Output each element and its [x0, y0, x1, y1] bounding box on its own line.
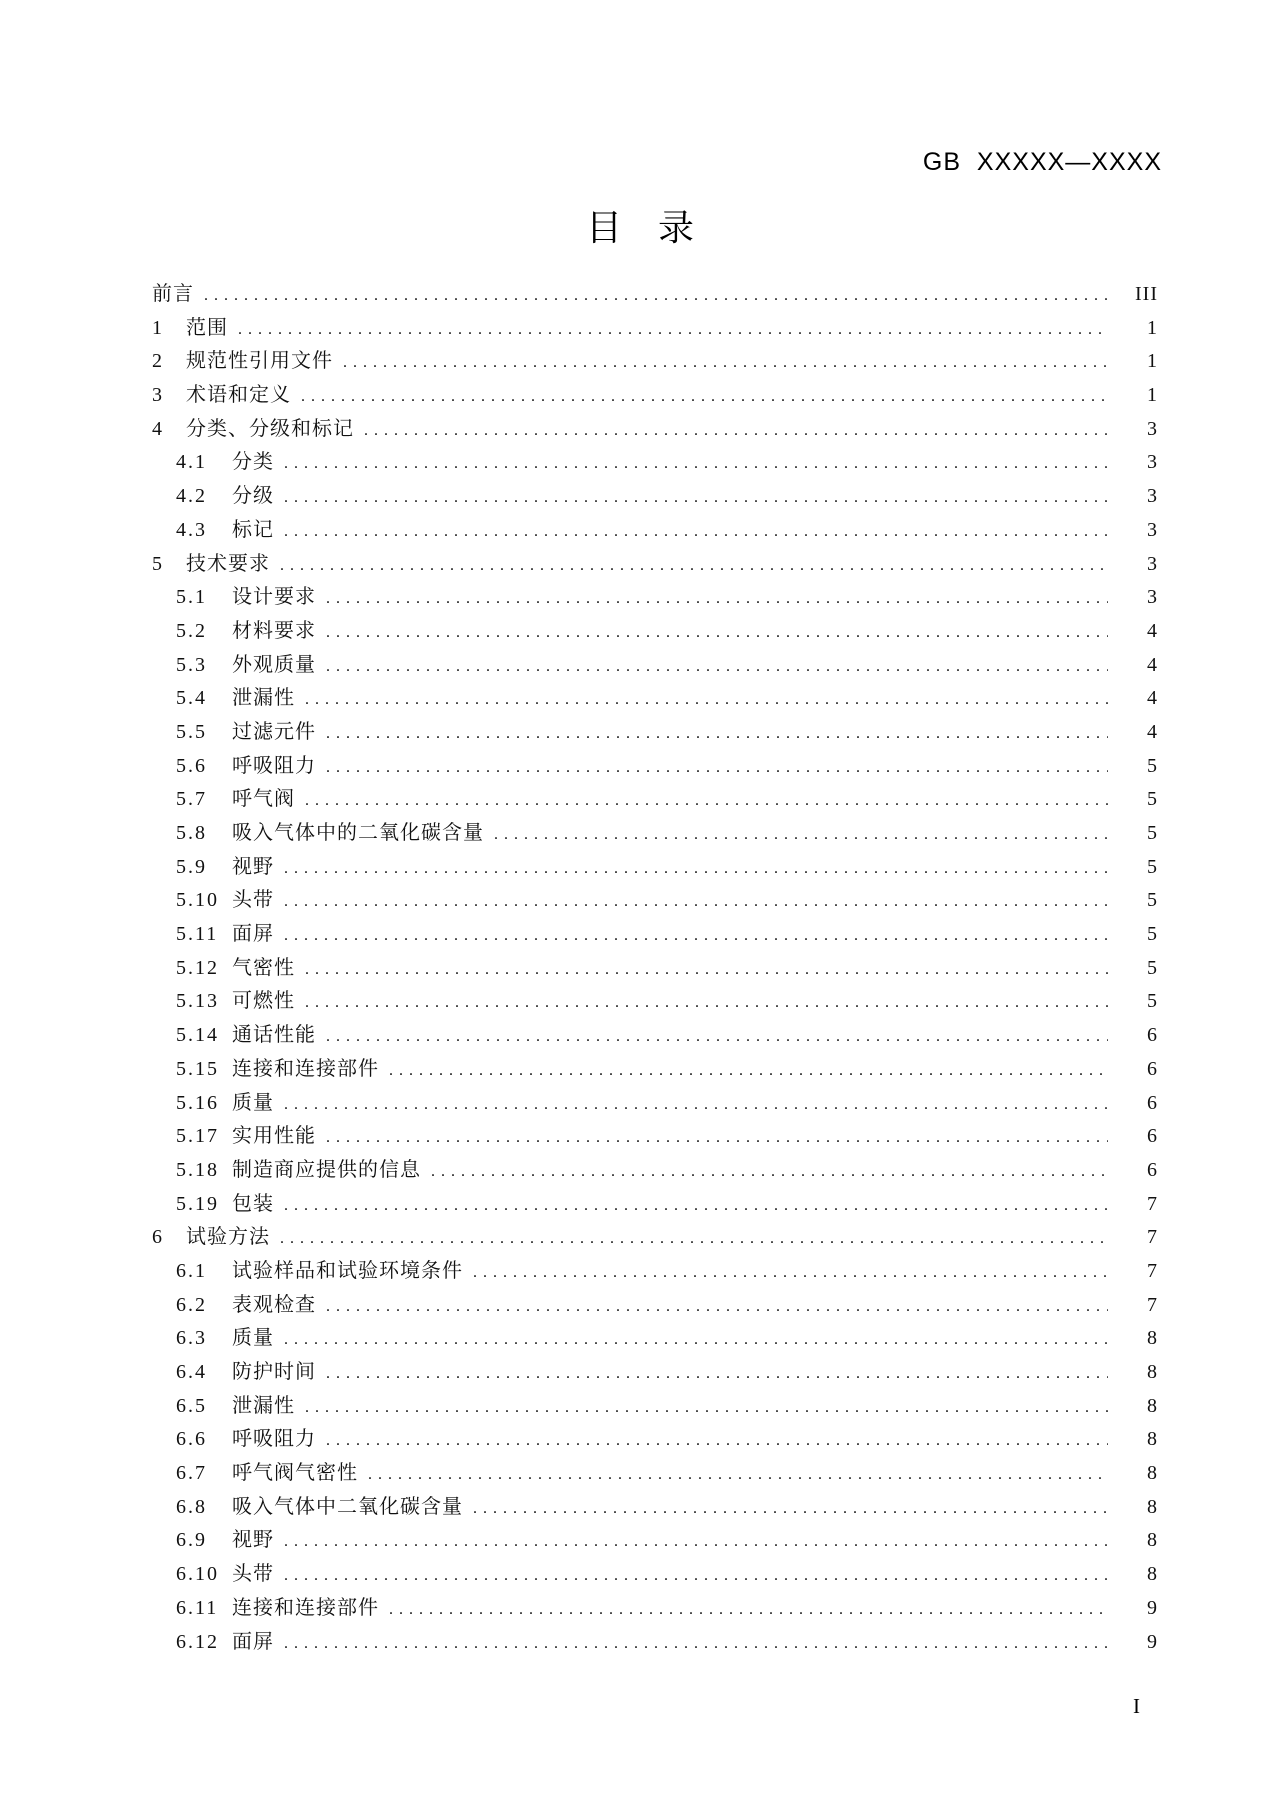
toc-dotted-leader: [284, 884, 1108, 919]
toc-entry-page: 7: [1147, 1226, 1158, 1249]
toc-entry: [152, 1289, 1158, 1323]
toc-entry-page: 8: [1147, 1394, 1158, 1417]
toc-entry-page: 9: [1147, 1596, 1158, 1619]
toc-entry: [152, 446, 1158, 480]
toc-entry-label: 视野: [232, 1529, 274, 1552]
toc-entry-label: 吸入气体中二氧化碳含量: [232, 1495, 463, 1518]
toc-entry-number: 5.15: [176, 1057, 219, 1080]
toc-dotted-leader: [473, 1491, 1108, 1526]
toc-entry-page: 6: [1147, 1158, 1158, 1181]
toc-entry: [152, 1019, 1158, 1053]
toc-entry-number: 5.19: [176, 1192, 219, 1215]
toc-dotted-leader: [305, 783, 1108, 818]
toc-entry-page: 8: [1147, 1428, 1158, 1451]
toc-entry-label: 制造商应提供的信息: [232, 1158, 421, 1181]
toc-entry-number: 6.6: [176, 1428, 207, 1451]
toc-entry: [152, 1423, 1158, 1457]
toc-entry-number: 5.8: [176, 822, 207, 844]
toc-entry-page: 8: [1147, 1361, 1158, 1383]
toc-entry-number: 6.9: [176, 1529, 207, 1552]
toc-entry-label: 呼吸阻力: [232, 1428, 316, 1451]
toc-entry: [152, 548, 1158, 582]
toc-dotted-leader: [368, 1457, 1108, 1492]
toc-entry-number: 5.12: [176, 956, 219, 979]
toc-entry-label: 头带: [232, 889, 274, 912]
toc-entry-label: 规范性引用文件: [186, 350, 333, 373]
toc-entry-number: 6.7: [176, 1462, 207, 1485]
page-title: 目 录: [585, 208, 694, 248]
toc-entry: [152, 1188, 1158, 1222]
toc-entry-page: 3: [1147, 586, 1158, 609]
toc-dotted-leader: [284, 1087, 1108, 1122]
toc-entry: [152, 1491, 1158, 1525]
toc-entry-label: 前言: [152, 283, 194, 305]
toc-entry: [152, 952, 1158, 986]
toc-entry-label: 标记: [232, 518, 274, 541]
toc-entry: [152, 1558, 1158, 1592]
toc-entry: [152, 1356, 1158, 1390]
toc-entry-page: 6: [1147, 1057, 1158, 1080]
toc-dotted-leader: [326, 581, 1108, 616]
toc-entry: [152, 1221, 1158, 1255]
toc-dotted-leader: [326, 1019, 1108, 1054]
toc-entry: [152, 649, 1158, 683]
toc-entry: [152, 1322, 1158, 1356]
toc-entry-label: 连接和连接部件: [232, 1057, 379, 1080]
toc-dotted-leader: [280, 1221, 1108, 1256]
toc-entry: [152, 1154, 1158, 1188]
toc-entry: [152, 514, 1158, 548]
toc-dotted-leader: [284, 851, 1108, 886]
footer-page-number: I: [1133, 1694, 1140, 1718]
toc-entry: [152, 783, 1158, 817]
toc-entry-label: 过滤元件: [232, 720, 316, 743]
toc-entry-label: 材料要求: [232, 619, 316, 642]
toc-entry-page: 5: [1147, 822, 1158, 844]
toc-entry-label: 呼气阀: [232, 788, 295, 811]
toc-entry: [152, 1592, 1158, 1626]
toc-dotted-leader: [284, 1188, 1108, 1223]
toc-entry-page: 5: [1147, 923, 1158, 946]
toc-entry-label: 质量: [232, 1091, 274, 1114]
toc-entry-label: 分类、分级和标记: [186, 417, 354, 440]
toc-entry-number: 4.2: [176, 485, 207, 508]
toc-entry-page: 5: [1147, 956, 1158, 979]
toc-entry-number: 5.13: [176, 990, 219, 1013]
toc-dotted-leader: [326, 1423, 1108, 1458]
toc-entry-label: 泄漏性: [232, 687, 295, 710]
toc-entry-label: 吸入气体中的二氧化碳含量: [232, 822, 484, 844]
toc-entry-number: 5.16: [176, 1091, 219, 1114]
toc-dotted-leader: [326, 1289, 1108, 1324]
toc-entry: [152, 1120, 1158, 1154]
toc-entry-number: 5.1: [176, 586, 207, 609]
toc-dotted-leader: [284, 1558, 1108, 1593]
toc-entry-page: 8: [1147, 1563, 1158, 1586]
toc-dotted-leader: [431, 1154, 1108, 1189]
toc-entry-page: 8: [1147, 1327, 1158, 1350]
toc-entry-number: 3: [152, 384, 164, 407]
toc-entry-label: 连接和连接部件: [232, 1596, 379, 1619]
toc-dotted-leader: [280, 548, 1108, 583]
toc-dotted-leader: [305, 682, 1108, 717]
toc-entry-label: 通话性能: [232, 1024, 316, 1047]
toc-entry-page: 4: [1147, 619, 1158, 642]
toc-entry-page: 5: [1147, 990, 1158, 1013]
toc-entry-label: 面屏: [232, 1630, 274, 1653]
toc-entry-label: 范围: [186, 316, 228, 339]
toc-dotted-leader: [326, 615, 1108, 650]
toc-dotted-leader: [305, 1390, 1108, 1425]
toc-entry-page: 5: [1147, 855, 1158, 878]
toc-entry-number: 5.5: [176, 720, 207, 743]
toc-entry-page: 5: [1147, 754, 1158, 777]
toc-entry: [152, 918, 1158, 952]
toc-entry: [152, 345, 1158, 379]
toc-entry: [152, 413, 1158, 447]
toc-entry-page: 3: [1147, 451, 1158, 474]
toc-entry-number: 4.3: [176, 518, 207, 541]
toc-entry-label: 分级: [232, 485, 274, 508]
toc-entry: [152, 851, 1158, 885]
toc-entry: [152, 581, 1158, 615]
toc-entry: [152, 1087, 1158, 1121]
toc-entry-page: 5: [1147, 788, 1158, 811]
toc-entry-page: 7: [1147, 1192, 1158, 1215]
toc-entry-page: 6: [1147, 1091, 1158, 1114]
toc-entry-label: 技术要求: [186, 552, 270, 575]
toc-entry-page: 6: [1147, 1125, 1158, 1148]
toc-entry-label: 术语和定义: [186, 384, 291, 407]
toc-entry-number: 6.3: [176, 1327, 207, 1350]
toc-entry: [152, 1626, 1158, 1660]
toc-entry-page: 6: [1147, 1024, 1158, 1047]
toc-entry-number: 5.3: [176, 653, 207, 676]
toc-entry-label: 包装: [232, 1192, 274, 1215]
toc-entry-label: 气密性: [232, 956, 295, 979]
toc-entry-page: 8: [1147, 1529, 1158, 1552]
toc-entry-number: 5.10: [176, 889, 219, 912]
toc-entry-label: 面屏: [232, 923, 274, 946]
toc-entry-label: 可燃性: [232, 990, 295, 1013]
toc-entry-number: 5.11: [176, 923, 219, 946]
toc-entry: [152, 278, 1158, 312]
toc-entry-number: 6.5: [176, 1394, 207, 1417]
toc-entry-number: 6.4: [176, 1361, 207, 1383]
toc-entry: [152, 312, 1158, 346]
toc-dotted-leader: [284, 514, 1108, 549]
toc-entry-label: 分类: [232, 451, 274, 474]
toc-dotted-leader: [284, 480, 1108, 515]
toc-entry-page: 1: [1147, 350, 1158, 373]
toc-dotted-leader: [284, 1626, 1108, 1661]
toc-entry-page: III: [1135, 283, 1158, 305]
toc-entry-label: 质量: [232, 1327, 274, 1350]
toc-entry-label: 设计要求: [232, 586, 316, 609]
toc-entry-label: 呼吸阻力: [232, 754, 316, 777]
toc-dotted-leader: [301, 379, 1108, 414]
toc-dotted-leader: [389, 1592, 1108, 1627]
toc-entry: [152, 379, 1158, 413]
toc-dotted-leader: [284, 918, 1108, 953]
toc-entry: [152, 1390, 1158, 1424]
toc-entry-number: 6: [152, 1226, 164, 1249]
toc-entry: [152, 817, 1158, 851]
toc-dotted-leader: [326, 649, 1108, 684]
toc-entry-page: 3: [1147, 485, 1158, 508]
toc-entry-page: 5: [1147, 889, 1158, 912]
toc-entry: [152, 1053, 1158, 1087]
toc-entry-page: 7: [1147, 1293, 1158, 1316]
toc-entry-page: 3: [1147, 518, 1158, 541]
toc-dotted-leader: [364, 413, 1108, 448]
toc-entry-page: 9: [1147, 1630, 1158, 1653]
toc-entry-number: 6.1: [176, 1259, 207, 1282]
toc-entry-label: 呼气阀气密性: [232, 1462, 358, 1485]
toc-entry: [152, 615, 1158, 649]
toc-entry-number: 5.2: [176, 619, 207, 642]
toc-entry-number: 6.10: [176, 1563, 219, 1586]
toc-entry-number: 6.2: [176, 1293, 207, 1316]
toc-entry-label: 外观质量: [232, 653, 316, 676]
toc-dotted-leader: [326, 750, 1108, 785]
toc-dotted-leader: [326, 716, 1108, 751]
toc-entry: [152, 716, 1158, 750]
toc-dotted-leader: [238, 312, 1108, 347]
toc-entry-number: 2: [152, 350, 164, 373]
toc-entry-number: 4: [152, 417, 164, 440]
toc-entry-page: 4: [1147, 653, 1158, 676]
toc-entry-page: 1: [1147, 316, 1158, 339]
toc-entry-label: 防护时间: [232, 1361, 316, 1383]
toc-entry-number: 5.14: [176, 1024, 219, 1047]
standard-code-header: GB XXXXX—XXXX: [922, 148, 1162, 176]
toc-entry-page: 3: [1147, 552, 1158, 575]
toc-entry-page: 8: [1147, 1462, 1158, 1485]
toc-entry-page: 8: [1147, 1495, 1158, 1518]
toc-dotted-leader: [305, 985, 1108, 1020]
toc-entry-page: 1: [1147, 384, 1158, 407]
toc-entry-page: 7: [1147, 1259, 1158, 1282]
toc-dotted-leader: [204, 278, 1108, 313]
toc-entry-number: 5.18: [176, 1158, 219, 1181]
toc-entry-label: 试验方法: [186, 1226, 270, 1249]
toc-entry-page: 4: [1147, 720, 1158, 743]
toc-dotted-leader: [494, 817, 1108, 852]
toc-dotted-leader: [343, 345, 1108, 380]
toc-entry: [152, 1255, 1158, 1289]
toc-dotted-leader: [473, 1255, 1108, 1290]
toc-entry-number: 1: [152, 316, 164, 339]
toc-entry-number: 6.12: [176, 1630, 219, 1653]
toc-entry-number: 6.8: [176, 1495, 207, 1518]
toc-dotted-leader: [284, 446, 1108, 481]
toc-entry-number: 5.7: [176, 788, 207, 811]
toc-dotted-leader: [326, 1356, 1108, 1391]
toc-entry-number: 6.11: [176, 1596, 219, 1619]
toc-entry-number: 4.1: [176, 451, 207, 474]
toc-dotted-leader: [389, 1053, 1108, 1088]
toc-entry-label: 头带: [232, 1563, 274, 1586]
toc-entry-label: 表观检查: [232, 1293, 316, 1316]
toc-entry: [152, 750, 1158, 784]
toc-entry-number: 5.6: [176, 754, 207, 777]
toc-entry-number: 5.9: [176, 855, 207, 878]
toc-entry: [152, 985, 1158, 1019]
toc-entry-label: 视野: [232, 855, 274, 878]
toc-entry-label: 实用性能: [232, 1125, 316, 1148]
toc-entry: [152, 1524, 1158, 1558]
toc-entry: [152, 480, 1158, 514]
toc-entry-page: 3: [1147, 417, 1158, 440]
toc-entry-number: 5.4: [176, 687, 207, 710]
toc-dotted-leader: [326, 1120, 1108, 1155]
toc-entry-page: 4: [1147, 687, 1158, 710]
toc-dotted-leader: [305, 952, 1108, 987]
toc-entry-label: 泄漏性: [232, 1394, 295, 1417]
toc-entry-number: 5.17: [176, 1125, 219, 1148]
toc-entry-label: 试验样品和试验环境条件: [232, 1259, 463, 1282]
toc-list: [152, 278, 1158, 1659]
toc-entry: [152, 1457, 1158, 1491]
toc-dotted-leader: [284, 1322, 1108, 1357]
toc-entry: [152, 884, 1158, 918]
toc-entry-number: 5: [152, 552, 164, 575]
toc-entry: [152, 682, 1158, 716]
toc-dotted-leader: [284, 1524, 1108, 1559]
